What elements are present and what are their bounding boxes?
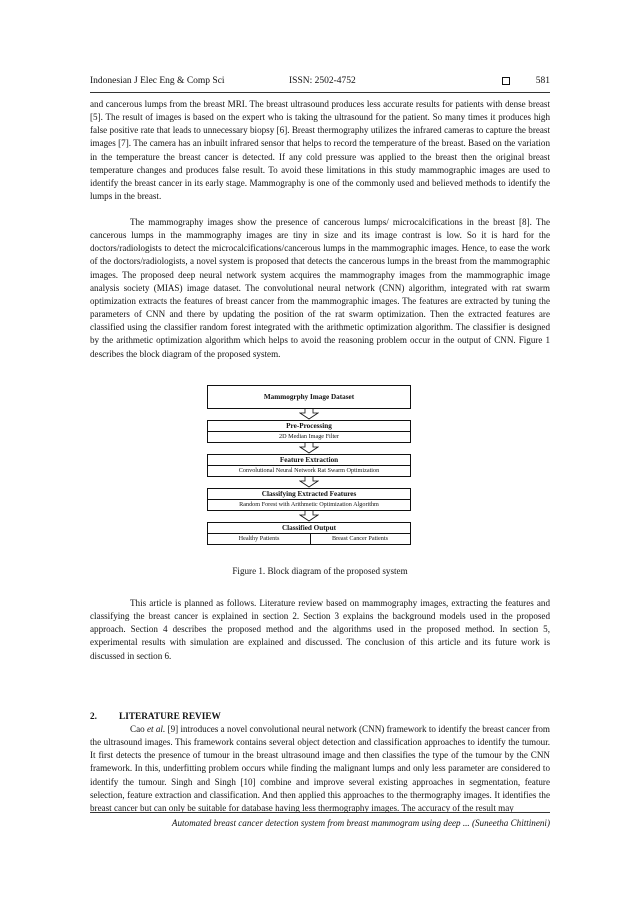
dataset-label: Mammogrphy Image Dataset — [263, 393, 355, 401]
p4-text-rest: [9] introduces a novel convolutional neural network (CNN) framework to identify the breast cancer from the ultrasound images. This framework contains several object detection and classification approaches to identify the tumour. It first detects the presence of tumour in the breast ultrasound image and then classifies the type of the tumour by the CNN framework. In this, underfitting problem occurs while finding the malignant lumps and only less parameter are considered to identify the tumour. Singh and Singh [10] combine and improve several existing approaches in segmentation, feature selection, feature extraction and classification. And then applied this approaches to the thermography images. It identifies the breast cancer but can only be suitable for database having less thermography images. The accuracy of the result may — [90, 724, 550, 813]
feature-extraction-block — [207, 454, 411, 466]
issn: ISSN: 2502-4752 — [289, 76, 356, 86]
output-sub — [207, 534, 411, 545]
output-block — [207, 522, 411, 534]
dataset-block — [207, 385, 411, 409]
p4-text-start: Cao — [130, 724, 147, 734]
running-header — [90, 76, 550, 90]
paragraph-4 — [90, 723, 550, 815]
classifying-sub: Random Forest with Arithmetic Optimization Algorithm — [207, 500, 411, 511]
running-footer: Automated breast cancer detection system from breast mammogram using deep ... (Suneetha Chittineni) — [171, 818, 550, 828]
footer-rule — [90, 812, 550, 813]
healthy-patients-label: Healthy Patients — [208, 534, 311, 544]
down-arrow-icon — [299, 477, 319, 488]
preprocessing-sub: 2D Median Image Filter — [207, 432, 411, 443]
feature-extraction-sub: Convolutional Neural Network Rat Swarm Optimization — [207, 466, 411, 477]
classifying-block — [207, 488, 411, 500]
down-arrow-icon — [299, 443, 319, 454]
paragraph-1: and cancerous lumps from the breast MRI. The breast ultrasound produces less accurate results for patients with dense breast [5]. The result of images is based on the expert who is taking the ultrasound for the patient. So many times it produces high false positive rate that leads to unnecessary biopsy [6]. Breast thermography utilizes the infrared cameras to capture the breast images [7]. The camera has an inbuilt infrared sensor that helps to record the temperature of the breast. Based on the variation in the temperature the breast cancer is detected. If any cold pressure was applied to the breast then the original breast temperature changes and produces false result. To avoid these limitations in this study mammographic images are used to identify the breast cancer in its early stage. Mammography is one of the commonly used and believed methods to identify the lumps in the breast. — [90, 99, 550, 202]
classifying-label: Classifying Extracted Features — [261, 490, 357, 498]
section-number: 2. — [90, 712, 97, 722]
journal-name: Indonesian J Elec Eng & Comp Sci — [90, 76, 225, 86]
p4-etal: et al. — [146, 724, 166, 734]
paragraph-3: This article is planned as follows. Literature review based on mammography images, extracting the features and classifying the breast cancer is explained in section 2. Section 3 explains the background models used in the proposed approach. Section 4 describes the proposed method and the algorithms used in the proposed method. In section 5, experimental results with simulation are explained and discussed. The conclusion of this article and its future work is discussed in section 6. — [90, 598, 550, 661]
square-icon — [502, 77, 510, 85]
preprocessing-label: Pre-Processing — [286, 422, 332, 430]
paragraph-2: The mammography images show the presence of cancerous lumps/ microcalcifications in the breast [8]. The cancerous lumps in the mammography images are tiny in size and its image contrast is low. So it is hard for the doctors/radiologists to detect the microcalcifications/cancerous lumps in the mammographic images. Hence, to ease the work of the doctors/radiologists, a novel system is proposed that detects the cancerous lumps in the breast from the mammographic images. The proposed deep neural network system acquires the mammography images from the mammographic image analysis society (MIAS) image dataset. The convolutional neural network (CNN) algorithm, integrated with rat swarm optimization extracts the features of breast cancer from the mammographic images. The features are extracted by tuning the parameters of CNN and there by updating the position of the rat swarm optimization. Then the extracted features are classified using the classifier random forest integrated with the arithmetic optimization algorithm. The classifier is designed by the arithmetic optimization algorithm which helps to avoid the reasoning problem occur in the output of CNN. Figure 1 describes the block diagram of the proposed system. — [90, 217, 550, 359]
section-heading — [90, 712, 221, 722]
block-diagram — [207, 385, 413, 555]
preprocessing-block — [207, 420, 411, 432]
page-number: 581 — [535, 76, 550, 86]
down-arrow-icon — [299, 409, 319, 420]
cancer-patients-label: Breast Cancer Patients — [331, 535, 388, 542]
figure-caption: Figure 1. Block diagram of the proposed system — [232, 566, 408, 576]
feature-extraction-label: Feature Extraction — [279, 456, 339, 464]
output-label: Classified Output — [281, 524, 337, 532]
section-title: LITERATURE REVIEW — [119, 712, 221, 722]
header-rule — [90, 92, 550, 93]
down-arrow-icon — [299, 511, 319, 522]
